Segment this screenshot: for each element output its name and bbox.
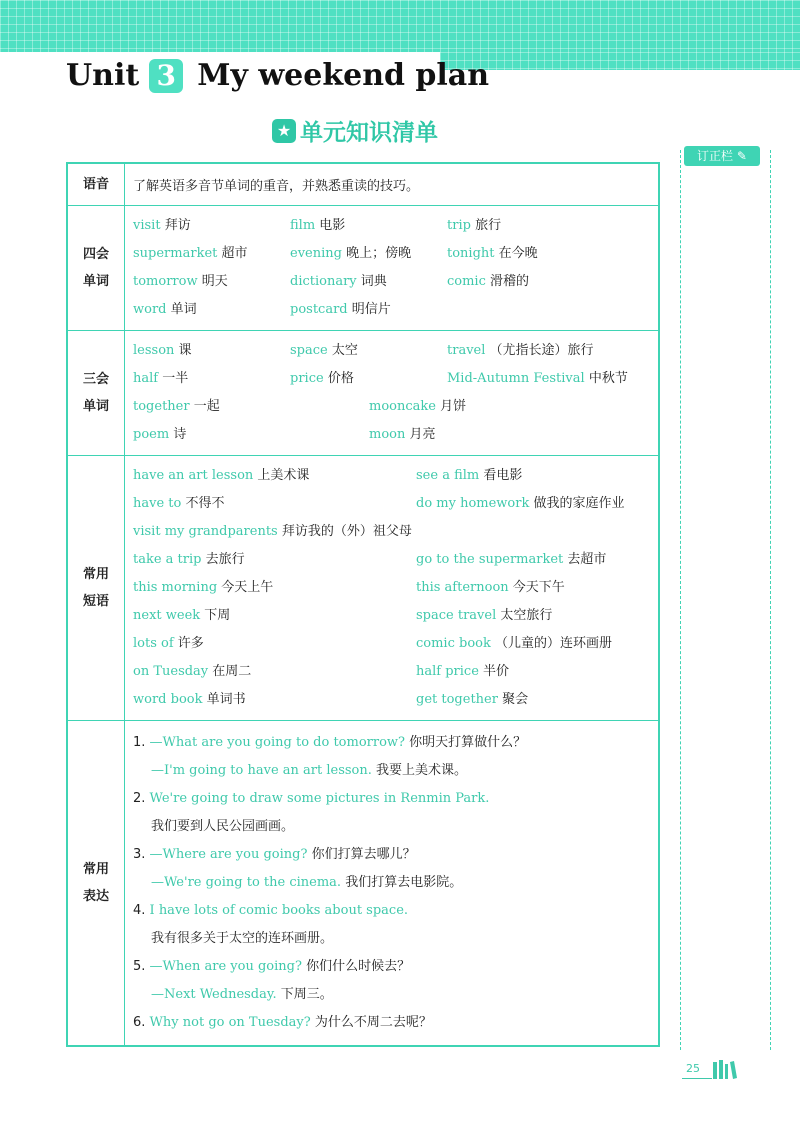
word-item-zh: 滑稽的: [490, 273, 530, 289]
phrase-item: [133, 462, 416, 490]
word-item-en: dictionary: [290, 273, 357, 289]
page-number-underline: [682, 1078, 712, 1079]
word-item: [447, 337, 637, 365]
phrase-item-zh: 单词书: [206, 691, 246, 707]
row-four-skill-words: [67, 205, 659, 330]
heading-line-1: 常用: [82, 566, 109, 582]
phrase-item: [416, 602, 646, 630]
unit-title: [66, 58, 489, 93]
word-item: [290, 212, 447, 240]
section-title: [272, 114, 438, 147]
row-heading: [67, 163, 125, 205]
expression-line: [133, 1009, 650, 1037]
phrase-item-en: on Tuesday: [133, 663, 209, 679]
unit-word: Unit: [66, 58, 140, 93]
word-item-en: comic: [447, 273, 486, 289]
phrase-item-en: take a trip: [133, 551, 202, 567]
phrase-item-zh: 去超市: [567, 551, 607, 567]
word-item: [290, 296, 447, 324]
phrase-item-en: next week: [133, 607, 201, 623]
word-item-en: lesson: [133, 342, 175, 358]
heading-line-2: 短语: [82, 593, 109, 609]
phrase-item: [133, 658, 416, 686]
word-item: [290, 268, 447, 296]
star-icon: ★: [272, 119, 296, 143]
word-item: [133, 393, 369, 421]
word-item: [133, 240, 290, 268]
word-item-en: supermarket: [133, 245, 218, 261]
word-item-en: mooncake: [369, 398, 436, 414]
row-body: [125, 330, 660, 455]
phrase-item: [133, 686, 416, 714]
phrase-item: [416, 686, 646, 714]
expression-number: 3.: [133, 846, 146, 862]
word-item-zh: 太空: [331, 342, 358, 358]
phrase-item-wide: [133, 518, 650, 546]
row-heading: [67, 205, 125, 330]
heading-line-1: 常用: [82, 861, 109, 877]
word-grid: [133, 212, 650, 324]
phrase-item: [133, 490, 416, 518]
expression-line: [133, 729, 650, 757]
word-item-zh: 单词: [170, 301, 197, 317]
row-body: [125, 720, 660, 1046]
expression-zh: 我们打算去电影院。: [345, 874, 463, 890]
expression-line: [133, 981, 650, 1009]
expression-line: [133, 785, 650, 813]
expression-number: 2.: [133, 790, 146, 806]
expression-en: I have lots of comic books about space.: [149, 902, 409, 918]
phrase-zh: 拜访我的（外）祖父母: [281, 523, 412, 539]
heading-line-2: 单词: [82, 273, 109, 289]
phrase-item-en: do my homework: [416, 495, 530, 511]
word-item-zh: 旅行: [475, 217, 502, 233]
phrase-item-zh: 在周二: [212, 663, 252, 679]
row-heading: [67, 455, 125, 720]
expression-number: 6.: [133, 1014, 146, 1030]
expression-zh: 我要上美术课。: [376, 762, 468, 778]
phrase-item-en: comic book: [416, 635, 491, 651]
expression-line: [133, 897, 650, 925]
word-item: [447, 365, 637, 393]
expression-zh: 你们什么时候去？: [306, 958, 411, 974]
expression-en: —When are you going?: [149, 958, 302, 974]
phrase-item-zh: 看电影: [483, 467, 523, 483]
word-item: [290, 365, 447, 393]
phrase-grid-2: [133, 546, 650, 714]
word-item: [447, 212, 637, 240]
phrase-item-zh: 不得不: [185, 495, 225, 511]
phrase-item-zh: 半价: [483, 663, 510, 679]
expression-en: Why not go on Tuesday?: [149, 1014, 311, 1030]
phrase-item-zh: 今天上午: [221, 579, 274, 595]
phrase-item: [416, 462, 646, 490]
word-item-zh: 拜访: [164, 217, 191, 233]
word-item-en: trip: [447, 217, 471, 233]
phrase-item: [133, 574, 416, 602]
phrase-item-zh: 做我的家庭作业: [533, 495, 625, 511]
expression-zh: 下周三。: [280, 986, 333, 1002]
phrase-item-zh: 许多: [177, 635, 204, 651]
phrase-item: [133, 546, 416, 574]
expression-en: —Next Wednesday.: [151, 986, 277, 1002]
phrase-item-zh: （儿童的）连环画册: [495, 635, 613, 651]
word-item: [133, 268, 290, 296]
word-item: [133, 365, 290, 393]
word-item: [133, 337, 290, 365]
row-body: [125, 205, 660, 330]
word-item: [133, 421, 369, 449]
unit-number-badge: 3: [149, 59, 183, 93]
word-item-en: film: [290, 217, 316, 233]
correction-tag-label: 订正栏: [697, 149, 734, 163]
word-item: [447, 268, 637, 296]
word-item-zh: 价格: [327, 370, 354, 386]
row-expressions: [67, 720, 659, 1046]
phrase-item: [133, 602, 416, 630]
word-item-en: price: [290, 370, 324, 386]
word-item-zh: 词典: [360, 273, 387, 289]
expression-zh: 我有很多关于太空的连环画册。: [151, 930, 334, 946]
correction-tag: [684, 146, 760, 166]
expression-en: —Where are you going?: [149, 846, 308, 862]
word-item-zh: 在今晚: [498, 245, 538, 261]
word-grid-2: [133, 393, 650, 449]
phrase-item-en: this afternoon: [416, 579, 509, 595]
side-divider: [680, 150, 681, 1050]
word-item-zh: 中秋节: [588, 370, 628, 386]
word-item-en: tomorrow: [133, 273, 198, 289]
row-heading: [67, 720, 125, 1046]
knowledge-table: [66, 162, 660, 1047]
word-item: [133, 212, 290, 240]
phrase-item-en: go to the supermarket: [416, 551, 564, 567]
row-body: [125, 455, 660, 720]
phrase-item: [416, 658, 646, 686]
phrase-item-en: have to: [133, 495, 182, 511]
word-item-zh: 月亮: [409, 426, 436, 442]
word-item-zh: 一起: [193, 398, 220, 414]
row-heading: [67, 330, 125, 455]
phrase-item-zh: 下周: [204, 607, 231, 623]
word-item-en: postcard: [290, 301, 348, 317]
word-item-en: half: [133, 370, 159, 386]
expression-line: [133, 869, 650, 897]
word-item-en: evening: [290, 245, 342, 261]
expression-line: [133, 757, 650, 785]
expression-en: —We're going to the cinema.: [151, 874, 342, 890]
word-item-zh: 课: [178, 342, 192, 358]
phrase-en: visit my grandparents: [133, 523, 278, 539]
row-phrases: [67, 455, 659, 720]
books-icon: [712, 1058, 738, 1080]
phrase-item-zh: 太空旅行: [500, 607, 553, 623]
expression-zh: 我们要到人民公园画画。: [151, 818, 295, 834]
expression-line: [133, 953, 650, 981]
word-item-zh: 明信片: [351, 301, 391, 317]
word-item-zh: 超市: [221, 245, 248, 261]
phrase-item: [416, 490, 646, 518]
unit-name: My weekend plan: [197, 58, 490, 93]
phrase-item-en: space travel: [416, 607, 497, 623]
expression-zh: 你明天打算做什么？: [409, 734, 527, 750]
word-item: [290, 240, 447, 268]
pencil-icon: ✎: [736, 149, 747, 163]
phrase-item-en: lots of: [133, 635, 174, 651]
phrase-item: [133, 630, 416, 658]
expression-en: —I'm going to have an art lesson.: [151, 762, 372, 778]
word-item-en: poem: [133, 426, 170, 442]
word-item-zh: 晚上；傍晚: [346, 245, 412, 261]
word-item: [447, 240, 637, 268]
phrase-item-en: half price: [416, 663, 479, 679]
word-item-zh: 月饼: [440, 398, 467, 414]
row-phonetics: [67, 163, 659, 205]
word-item: [369, 421, 629, 449]
header-pattern-bar: [0, 0, 800, 52]
phrase-item: [416, 546, 646, 574]
word-item-zh: 诗: [173, 426, 187, 442]
phrase-item-en: this morning: [133, 579, 218, 595]
phonetics-text: 了解英语多音节单词的重音，并熟悉重读的技巧。: [133, 178, 420, 194]
heading-line-2: 单词: [82, 398, 109, 414]
word-item: [369, 393, 629, 421]
row-body: [125, 163, 660, 205]
section-title-text: 单元知识清单: [300, 120, 438, 146]
word-item-en: tonight: [447, 245, 495, 261]
word-item-en: together: [133, 398, 190, 414]
phrase-item-en: see a film: [416, 467, 480, 483]
expression-zh: 你们打算去哪儿？: [311, 846, 416, 862]
word-item-en: visit: [133, 217, 161, 233]
word-item-zh: 电影: [319, 217, 346, 233]
word-item-en: travel: [447, 342, 486, 358]
expression-line: [133, 925, 650, 953]
phrase-item: [416, 630, 646, 658]
expression-en: —What are you going to do tomorrow?: [149, 734, 406, 750]
word-item: [133, 296, 290, 324]
word-item-en: Mid-Autumn Festival: [447, 370, 585, 386]
word-item-zh: 一半: [162, 370, 189, 386]
word-grid: [133, 337, 650, 393]
expression-line: [133, 841, 650, 869]
expression-zh: 为什么不周二去呢？: [314, 1014, 432, 1030]
phrase-item-en: get together: [416, 691, 498, 707]
page-number: 25: [686, 1062, 700, 1075]
word-item: [290, 337, 447, 365]
phrase-item-zh: 上美术课: [257, 467, 310, 483]
header-white-area: [440, 70, 800, 100]
expression-number: 5.: [133, 958, 146, 974]
phrase-item-zh: 去旅行: [205, 551, 245, 567]
expression-list: [133, 729, 650, 1037]
phrase-item: [416, 574, 646, 602]
phrase-item-zh: 今天下午: [512, 579, 565, 595]
side-divider-right: [770, 150, 771, 1050]
word-item-zh: （尤指长途）旅行: [489, 342, 594, 358]
expression-number: 4.: [133, 902, 146, 918]
heading-line-1: 三会: [82, 371, 109, 387]
heading-line-1: 四会: [82, 246, 109, 262]
phrase-item-en: word book: [133, 691, 203, 707]
phrase-item-zh: 聚会: [502, 691, 529, 707]
phrase-grid: [133, 462, 650, 518]
expression-number: 1.: [133, 734, 146, 750]
word-item-en: word: [133, 301, 167, 317]
heading-line-2: 表达: [82, 888, 109, 904]
word-item-en: space: [290, 342, 328, 358]
row-three-skill-words: [67, 330, 659, 455]
phrase-item-en: have an art lesson: [133, 467, 254, 483]
heading-text: 语音: [82, 176, 109, 192]
word-item-zh: 明天: [201, 273, 228, 289]
expression-en: We're going to draw some pictures in Renmin Park.: [149, 790, 490, 806]
expression-line: [133, 813, 650, 841]
word-item-en: moon: [369, 426, 406, 442]
